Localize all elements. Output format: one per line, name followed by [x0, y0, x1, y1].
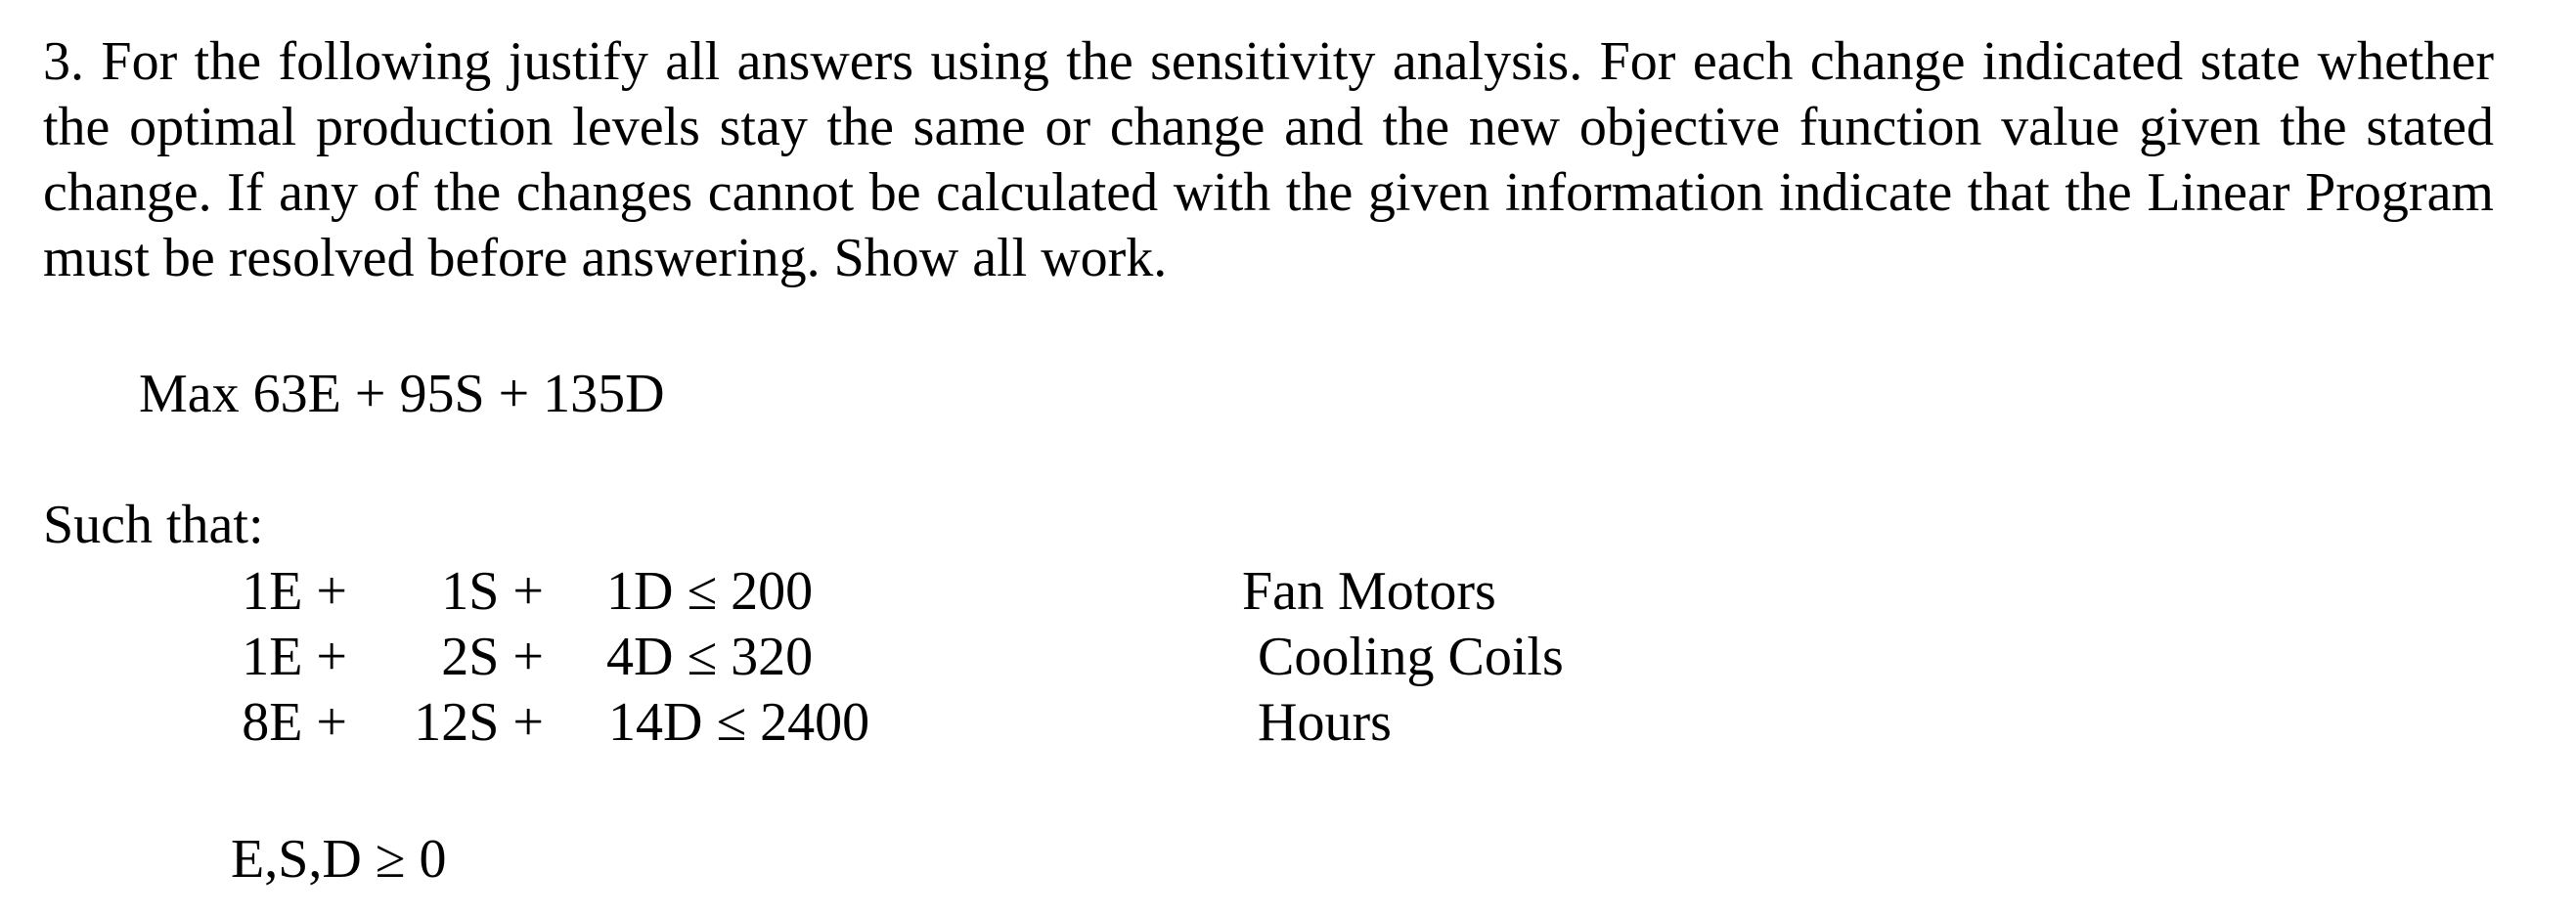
constraint-d-term: 1D ≤ 200: [606, 561, 814, 622]
nonnegativity-constraint: E,S,D ≥ 0: [231, 829, 447, 890]
constraint-d-term: 4D ≤ 320: [606, 627, 814, 687]
constraint-label: Fan Motors: [1242, 561, 1496, 622]
constraint-row-fan-motors: [0, 559, 1663, 625]
objective-function: Max 63E + 95S + 135D: [139, 364, 665, 424]
constraint-e-term: 1E +: [242, 627, 347, 687]
problem-statement: 3. For the following justify all answers using the sensitivity analysis. For each change indicated state whether the optimal production levels stay the same or change and the new objective function value given the stated change. If any of the changes cannot be calculated with the given information indicate that the Linear Program must be resolved before answering. Show all work.: [43, 31, 2494, 288]
such-that-label: Such that:: [43, 495, 264, 555]
constraint-d-term: 14D ≤ 2400: [608, 692, 870, 753]
constraint-e-term: 1E +: [242, 561, 347, 622]
constraint-label: Hours: [1258, 692, 1392, 753]
constraint-label: Cooling Coils: [1258, 627, 1564, 687]
constraint-s-term: 12S +: [414, 692, 544, 753]
constraint-e-term: 8E +: [242, 692, 347, 753]
constraint-row-cooling-coils: [0, 625, 1663, 690]
constraint-s-term: 2S +: [441, 627, 544, 687]
constraint-s-term: 1S +: [441, 561, 544, 622]
constraint-row-hours: [0, 690, 1663, 756]
